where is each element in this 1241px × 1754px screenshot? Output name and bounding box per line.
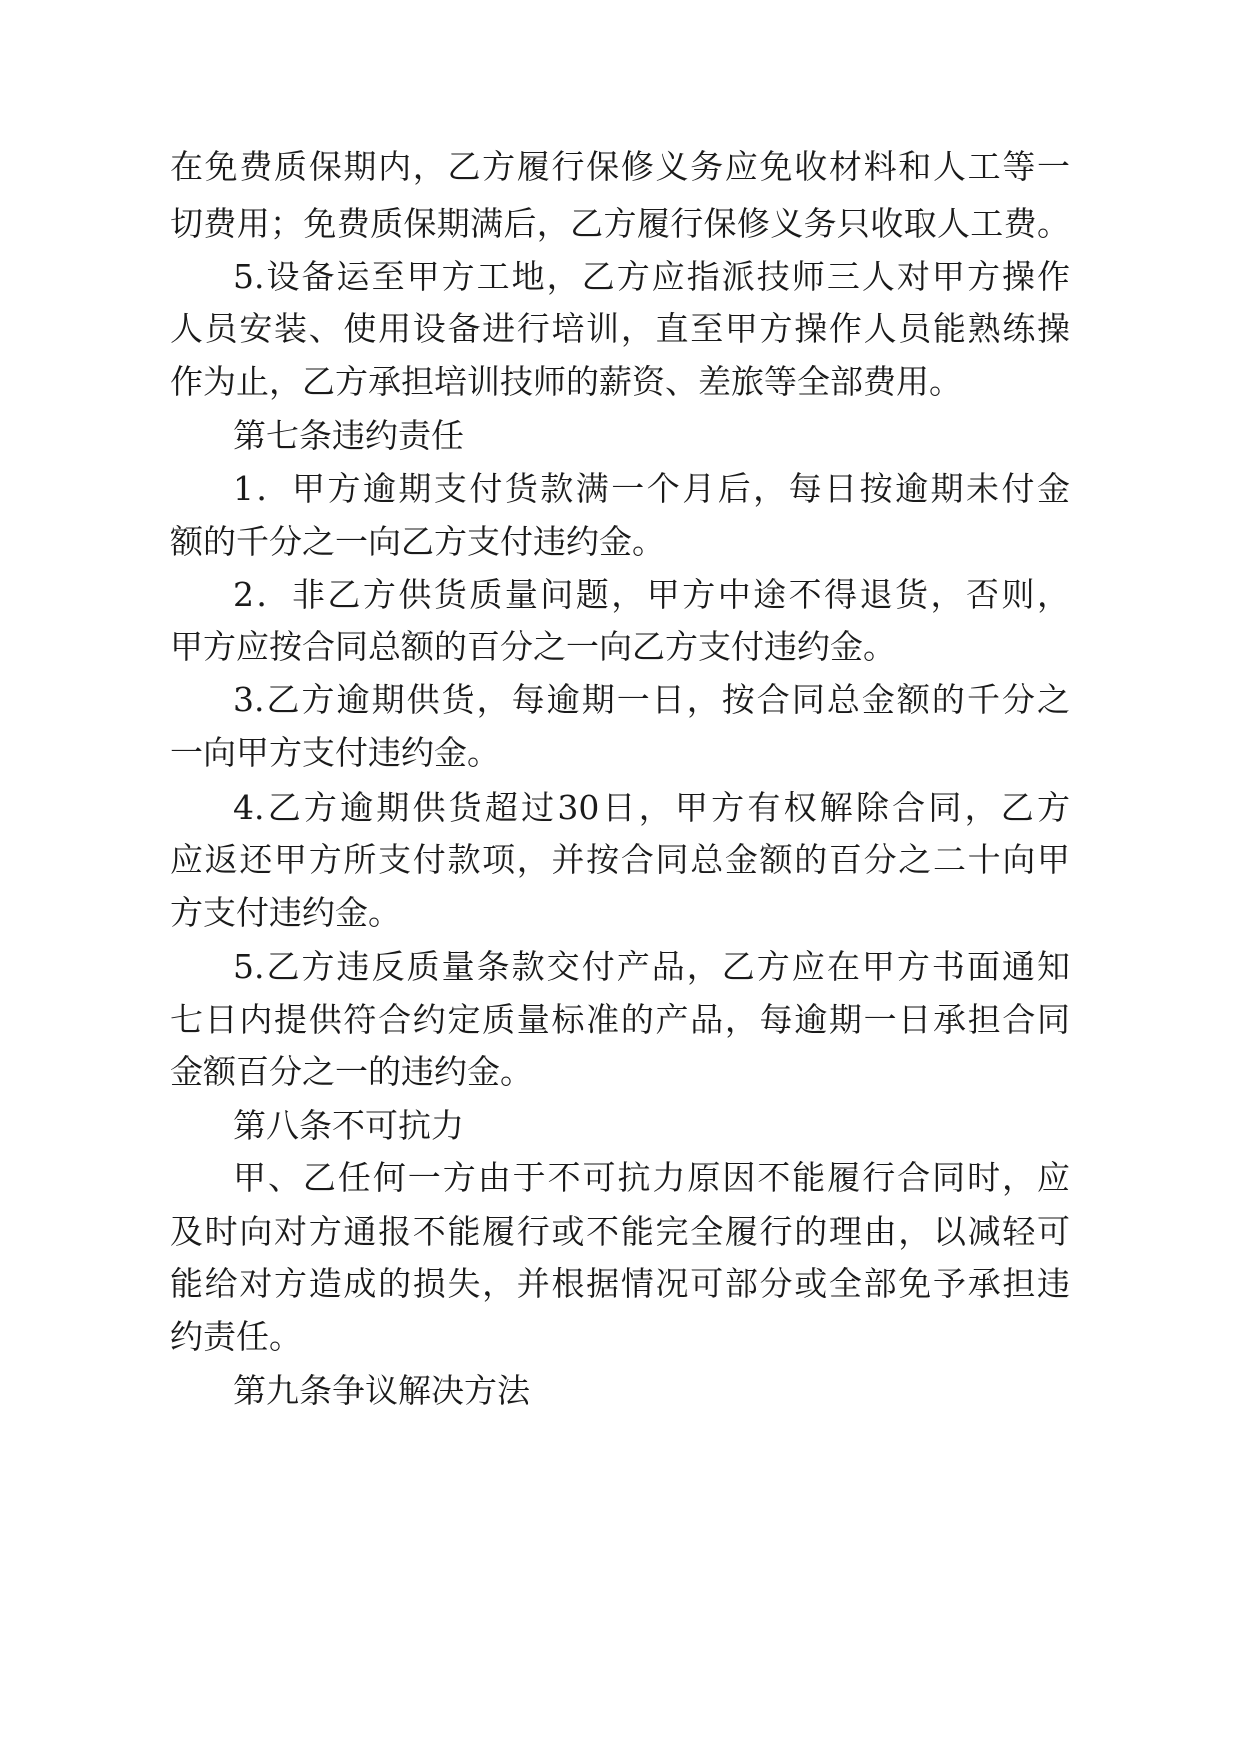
text-line-content: 额的千分之一向乙方支付违约金。 (170, 522, 665, 561)
text-line-content: 金额百分之一的违约金。 (170, 1052, 533, 1091)
text-line-content: 甲、乙任何一方由于不可抗力原因不能履行合同时，应 (233, 1158, 1070, 1197)
section-heading-text: 第九条争议解决方法 (233, 1371, 530, 1410)
text-line-content: 七日内提供符合约定质量标准的产品，每逾期一日承担合同 (170, 1000, 1070, 1039)
text-line-content: 一向甲方支付违约金。 (170, 733, 500, 772)
text-line-content: 约责任。 (170, 1317, 302, 1356)
text-line-content: 切费用；免费质保期满后，乙方履行保修义务只收取人工费。 (170, 204, 1070, 243)
text-line-content: 及时向对方通报不能履行或不能完全履行的理由，以减轻可 (170, 1212, 1070, 1251)
text-line-content: 在免费质保期内，乙方履行保修义务应免收材料和人工等一 (170, 147, 1070, 186)
text-line-content: 人员安装、使用设备进行培训，直至甲方操作人员能熟练操 (170, 309, 1070, 348)
text-line-content: 能给对方造成的损失，并根据情况可部分或全部免予承担违 (170, 1264, 1070, 1303)
text-line-content: 1．甲方逾期支付货款满一个月后，每日按逾期未付金 (233, 469, 1070, 508)
text-line-content: 2．非乙方供货质量问题，甲方中途不得退货，否则， (233, 575, 1070, 614)
text-line-content: 作为止，乙方承担培训技师的薪资、差旅等全部费用。 (170, 362, 962, 401)
text-line-content: 方支付违约金。 (170, 893, 401, 932)
text-line-content: 应返还甲方所支付款项，并按合同总金额的百分之二十向甲 (170, 840, 1070, 879)
text-line (0, 135, 1241, 199)
text-line-content: 5.乙方违反质量条款交付产品，乙方应在甲方书面通知 (233, 947, 1070, 986)
section-heading-text: 第八条不可抗力 (233, 1106, 464, 1145)
text-line-content: 5.设备运至甲方工地，乙方应指派技师三人对甲方操作 (233, 257, 1070, 296)
text-line-content: 甲方应按合同总额的百分之一向乙方支付违约金。 (170, 627, 896, 666)
section-heading (0, 1359, 1241, 1423)
text-line-content: 3.乙方逾期供货，每逾期一日，按合同总金额的千分之 (233, 680, 1070, 719)
text-line-content: 4.乙方逾期供货超过30日，甲方有权解除合同，乙方 (233, 788, 1070, 827)
section-heading-text: 第七条违约责任 (233, 416, 464, 455)
